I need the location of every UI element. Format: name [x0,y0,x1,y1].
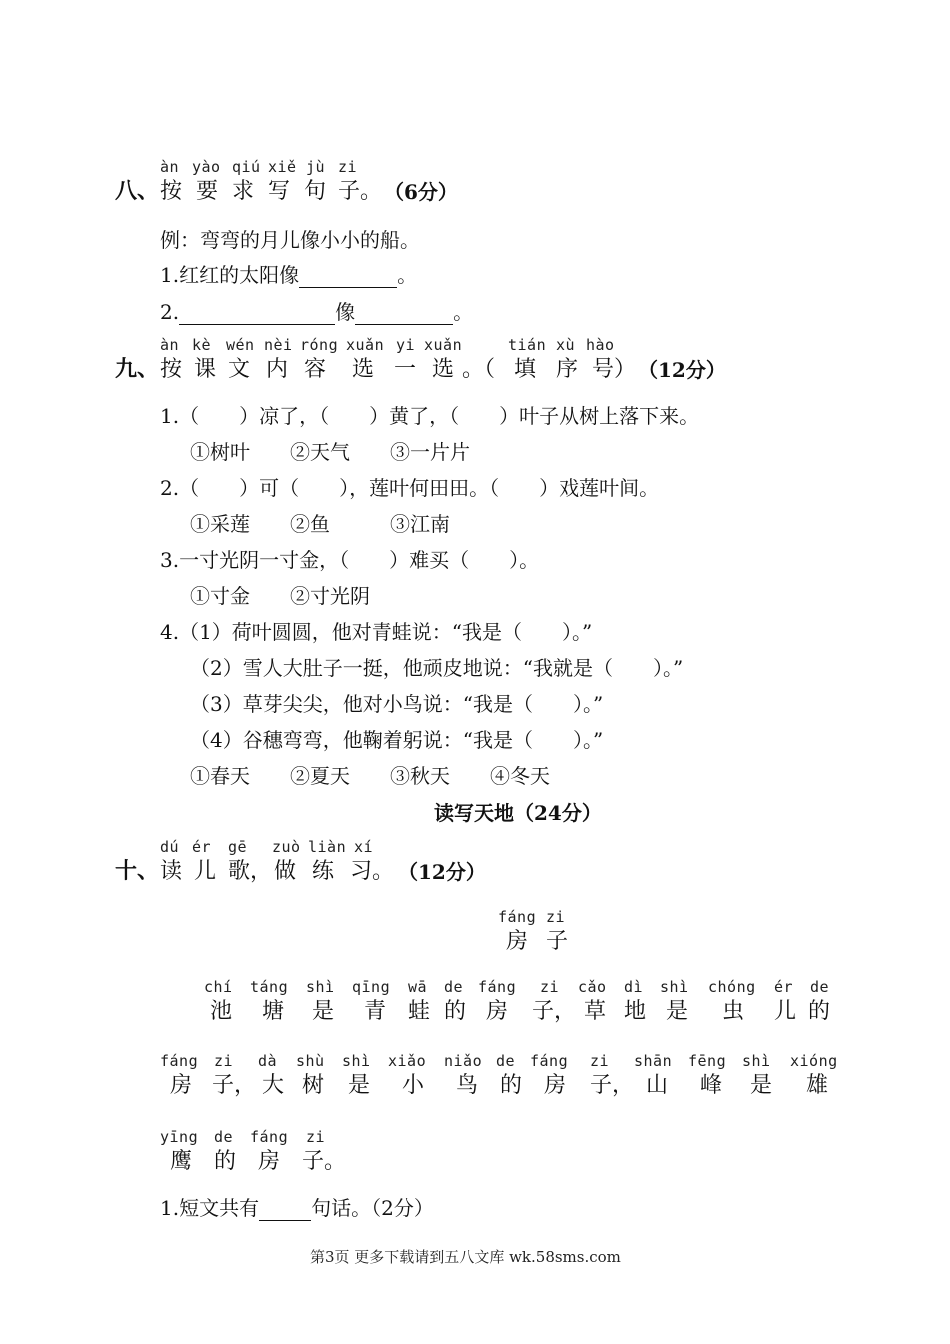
pinyin: xí [354,838,374,856]
poem-char: 雄 [806,1073,829,1098]
heading-char: 文 [228,357,251,382]
poem-char: 地 [624,999,647,1024]
poem-char: 草 [584,999,607,1024]
poem-title-char: 房 [506,929,529,954]
pinyin: zi [214,1052,234,1070]
pinyin: xù [556,336,576,354]
pinyin: wén [226,336,255,354]
section-title: 读写天地（24分） [434,801,602,825]
pinyin: ér [192,838,212,856]
q9-line: 4.（1）荷叶圆圆，他对青蛙说：“我是（ ）。” [160,620,593,644]
q10-heading [0,854,950,884]
pinyin: de [496,1052,516,1070]
pinyin: zi [540,978,560,996]
heading-char: 子。 [338,179,383,204]
heading-char: 填 [514,357,537,382]
q9-line: 2.（ ）可（ ），莲叶何田田。（ ）戏莲叶间。 [160,476,660,500]
poem-char: 鹰 [170,1149,193,1174]
poem-char: 是 [312,999,335,1024]
pinyin: dì [624,978,644,996]
q8-item-1 [160,259,417,288]
answer-blank[interactable] [259,1200,311,1221]
question-number: 十、 [115,858,160,884]
poem-char: 房 [258,1149,281,1174]
q9-line: 1.（ ）凉了，（ ）黄了，（ ）叶子从树上落下来。 [160,404,700,428]
poem-char: 的 [214,1149,237,1174]
pinyin: shì [342,1052,371,1070]
pinyin: táng [250,978,289,996]
pinyin: tián [508,336,547,354]
heading-char: 一 [394,357,417,382]
pinyin: dú [160,838,180,856]
pinyin: chí [204,978,233,996]
q9-options: ①树叶 ②天气 ③一片片 [190,440,470,464]
pinyin: xuǎn [424,336,463,354]
poem-char: 的 [500,1073,523,1098]
score: （12分） [638,358,726,382]
pinyin: yi [396,336,416,354]
pinyin: chóng [708,978,756,996]
heading-char: 儿 [194,859,217,884]
heading-char: 容 [304,357,327,382]
poem-char: 子， [212,1073,257,1098]
heading-char: 选 [432,357,455,382]
poem-char: 房 [486,999,509,1024]
pinyin: fáng [250,1128,289,1146]
pinyin: de [810,978,830,996]
item-text: 。 [397,263,418,287]
heading-char: 按 [160,357,183,382]
pinyin: hào [586,336,615,354]
q8-item-2 [160,296,473,325]
q8-heading [0,174,950,204]
heading-char: 号） [592,357,637,382]
pinyin: cǎo [578,978,607,996]
heading-char: 句 [304,179,327,204]
pinyin: xuǎn [346,336,385,354]
pinyin: shì [742,1052,771,1070]
pinyin: jù [306,158,326,176]
score: （6分） [384,180,458,204]
heading-char: 做 [274,859,297,884]
poem-char: 山 [646,1073,669,1098]
q9-options: ①春天 ②夏天 ③秋天 ④冬天 [190,764,550,788]
heading-char: 歌， [228,859,273,884]
pinyin: fēng [688,1052,727,1070]
poem-char: 子， [590,1073,635,1098]
poem-char: 蛙 [408,999,431,1024]
poem-char: 小 [402,1073,425,1098]
pinyin: liàn [308,838,347,856]
poem-char: 虫 [722,999,745,1024]
poem-char: 是 [750,1073,773,1098]
heading-char: 选 [352,357,375,382]
pinyin: de [214,1128,234,1146]
pinyin: fáng [160,1052,199,1070]
pinyin: fáng [530,1052,569,1070]
heading-char: 求 [232,179,255,204]
heading-char: 习。 [350,859,395,884]
poem-char: 峰 [700,1073,723,1098]
pinyin: qīng [352,978,391,996]
pinyin: de [444,978,464,996]
pinyin: róng [300,336,339,354]
pinyin: yào [192,158,221,176]
pinyin: niǎo [444,1052,483,1070]
heading-char: 课 [194,357,217,382]
pinyin: shù [296,1052,325,1070]
heading-char: 。（ [462,357,496,382]
poem-char: 是 [666,999,689,1024]
poem-char: 是 [348,1073,371,1098]
poem-char: 子。 [302,1149,347,1174]
poem-row2 [0,1068,950,1098]
q9-heading [0,352,950,382]
poem-row1 [0,994,950,1024]
poem-title [0,924,950,954]
pinyin: xióng [790,1052,838,1070]
item-text: 句话。（2分） [311,1196,434,1220]
pinyin: zi [338,158,358,176]
poem-char: 房 [170,1073,193,1098]
page-footer: 第3页 更多下载请到五八文库 wk.58sms.com [310,1248,621,1266]
heading-char: 内 [266,357,289,382]
pinyin: yīng [160,1128,199,1146]
poem-char: 鸟 [456,1073,479,1098]
pinyin: xiǎo [388,1052,427,1070]
heading-char: 序 [556,357,579,382]
pinyin: wā [408,978,428,996]
q9-line: （3）草芽尖尖，他对小鸟说：“我是（ ）。” [190,692,604,716]
score: （12分） [398,860,486,884]
poem-char: 大 [262,1073,285,1098]
q9-options: ①寸金 ②寸光阴 [190,584,370,608]
item-text: 像 [335,300,356,324]
pinyin: ér [774,978,794,996]
item-text: 1.短文共有 [160,1196,260,1220]
pinyin: àn [160,336,180,354]
item-text: 。 [453,300,474,324]
pinyin: fáng [498,908,537,926]
question-number: 八、 [115,178,160,204]
heading-char: 写 [268,179,291,204]
pinyin: shān [634,1052,673,1070]
pinyin: nèi [264,336,293,354]
poem-char: 的 [808,999,831,1024]
q9-line: 3.一寸光阴一寸金，（ ）难买（ ）。 [160,548,540,572]
item-text: 1.红红的太阳像 [160,263,300,287]
pinyin: gē [228,838,248,856]
pinyin: dà [258,1052,278,1070]
pinyin: àn [160,158,180,176]
poem-char: 树 [302,1073,325,1098]
poem-char: 塘 [262,999,285,1024]
pinyin: zi [590,1052,610,1070]
heading-char: 按 [160,179,183,204]
poem-char: 儿 [774,999,797,1024]
answer-blank[interactable] [179,304,335,325]
pinyin: shì [306,978,335,996]
poem-char: 子， [532,999,577,1024]
pinyin: shì [660,978,689,996]
pinyin: fáng [478,978,517,996]
heading-char: 要 [196,179,219,204]
answer-blank[interactable] [355,304,453,325]
pinyin: qiú [232,158,261,176]
pinyin: xiě [268,158,297,176]
q9-line: （2）雪人大肚子一挺，他顽皮地说：“我就是（ ）。” [190,656,684,680]
heading-char: 读 [160,859,183,884]
poem-title-char: 子 [546,929,569,954]
q9-options: ①采莲 ②鱼 ③江南 [190,512,450,536]
q8-example: 例：弯弯的月儿像小小的船。 [160,228,420,252]
poem-char: 房 [544,1073,567,1098]
pinyin: zuò [272,838,301,856]
answer-blank[interactable] [299,267,397,288]
poem-char: 的 [444,999,467,1024]
poem-row3 [0,1144,950,1174]
pinyin: kè [192,336,212,354]
question-number: 九、 [115,356,160,382]
pinyin: zi [306,1128,326,1146]
item-text: 2. [160,300,180,324]
q9-line: （4）谷穗弯弯，他鞠着躬说：“我是（ ）。” [190,728,604,752]
poem-char: 青 [364,999,387,1024]
heading-char: 练 [312,859,335,884]
pinyin: zi [546,908,566,926]
q10-item-1 [160,1192,434,1221]
poem-char: 池 [210,999,233,1024]
